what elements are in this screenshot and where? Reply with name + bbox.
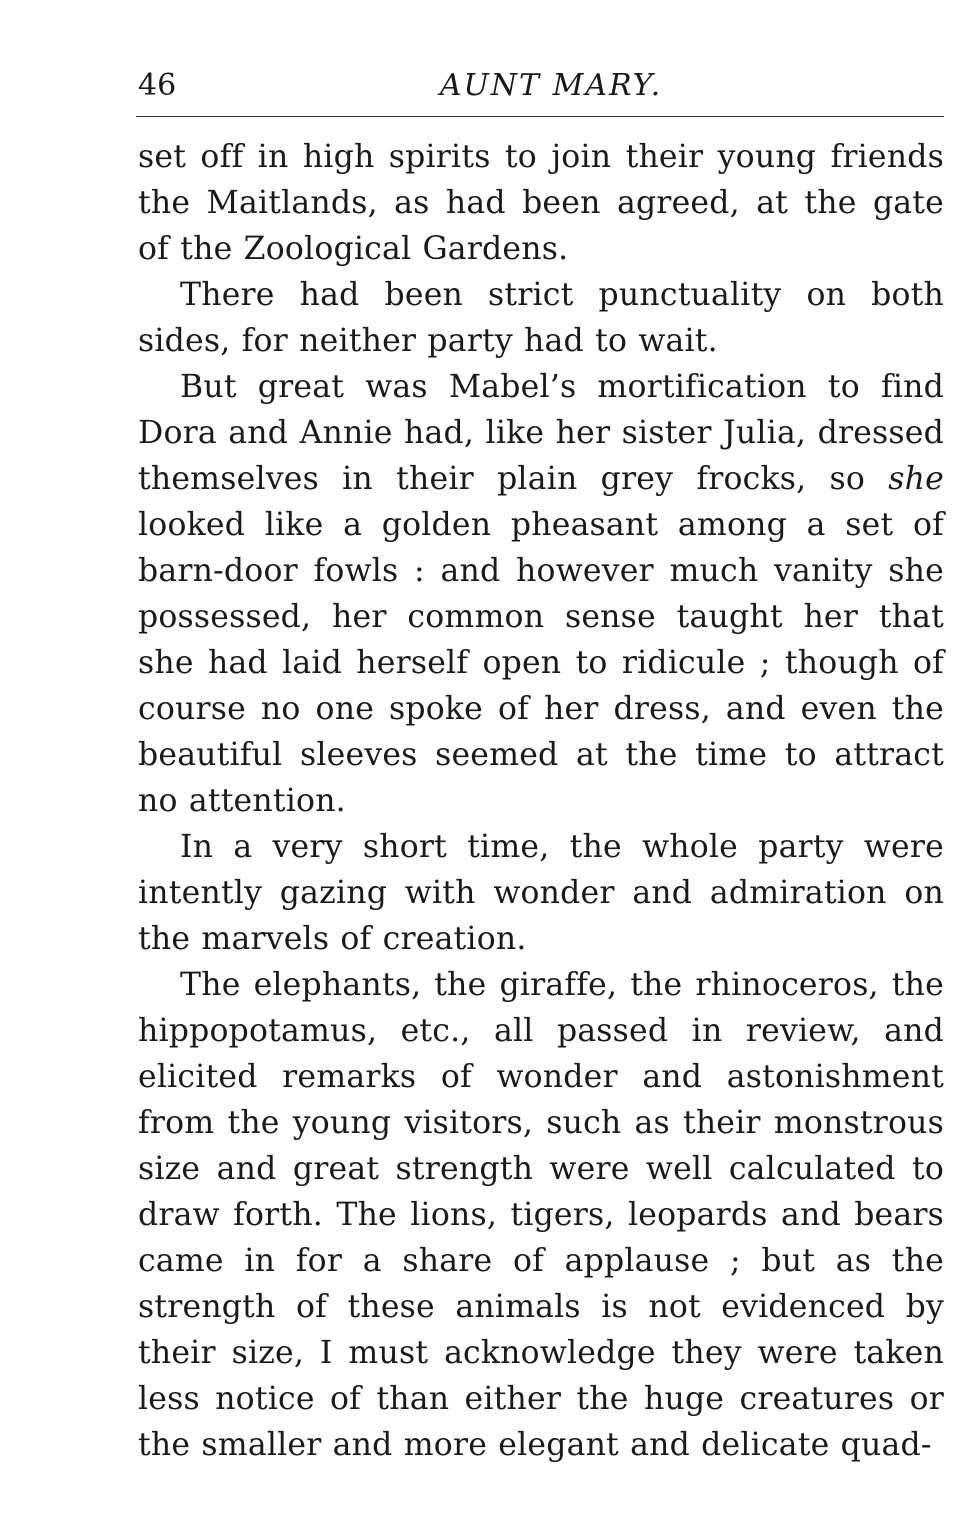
running-title: AUNT MARY. <box>439 68 663 103</box>
paragraph-5: The elephants, the giraffe, the rhinoceros, the hippopotamus, etc., all passed in review, and elicited remarks of wonder and astonishment from the young visitors, such as their monstrous size and great strength were well calculated to draw forth. The lions, tigers, leopards and bears came in for a share of applause ; but as the strength of these animals is not evidenced by their size, I must acknowledge they were taken less notice of than either the huge creatures or the smaller and more elegant and delicate quad- <box>138 967 944 1463</box>
paragraph-3 <box>138 364 944 824</box>
paragraph-3-emphasis: she <box>888 461 944 497</box>
paragraph-3-after: looked like a golden pheasant among a set of barn-door fowls : and however much vanity she possessed, her common sense taught her that she had laid herself open to ridicule ; though of course no one spoke of her dress, and even the beautiful sleeves seemed at the time to attract no attention. <box>138 507 944 819</box>
running-head <box>138 66 944 106</box>
paragraph-3-before: But great was Mabel’s mortification to find Dora and Annie had, like her sister Julia, dressed themselves in their plain grey frocks, so <box>138 369 944 497</box>
header-rule <box>136 116 944 117</box>
paragraph-1: set off in high spirits to join their young friends the Maitlands, as had been agreed, at the gate of the Zoological Gardens. <box>138 139 944 267</box>
paragraph-4: In a very short time, the whole party were intently gazing with wonder and admiration on the marvels of creation. <box>138 829 944 957</box>
page-number: 46 <box>138 68 177 103</box>
body-text <box>138 134 944 1468</box>
paragraph-2: There had been strict punctuality on both sides, for neither party had to wait. <box>138 277 944 359</box>
